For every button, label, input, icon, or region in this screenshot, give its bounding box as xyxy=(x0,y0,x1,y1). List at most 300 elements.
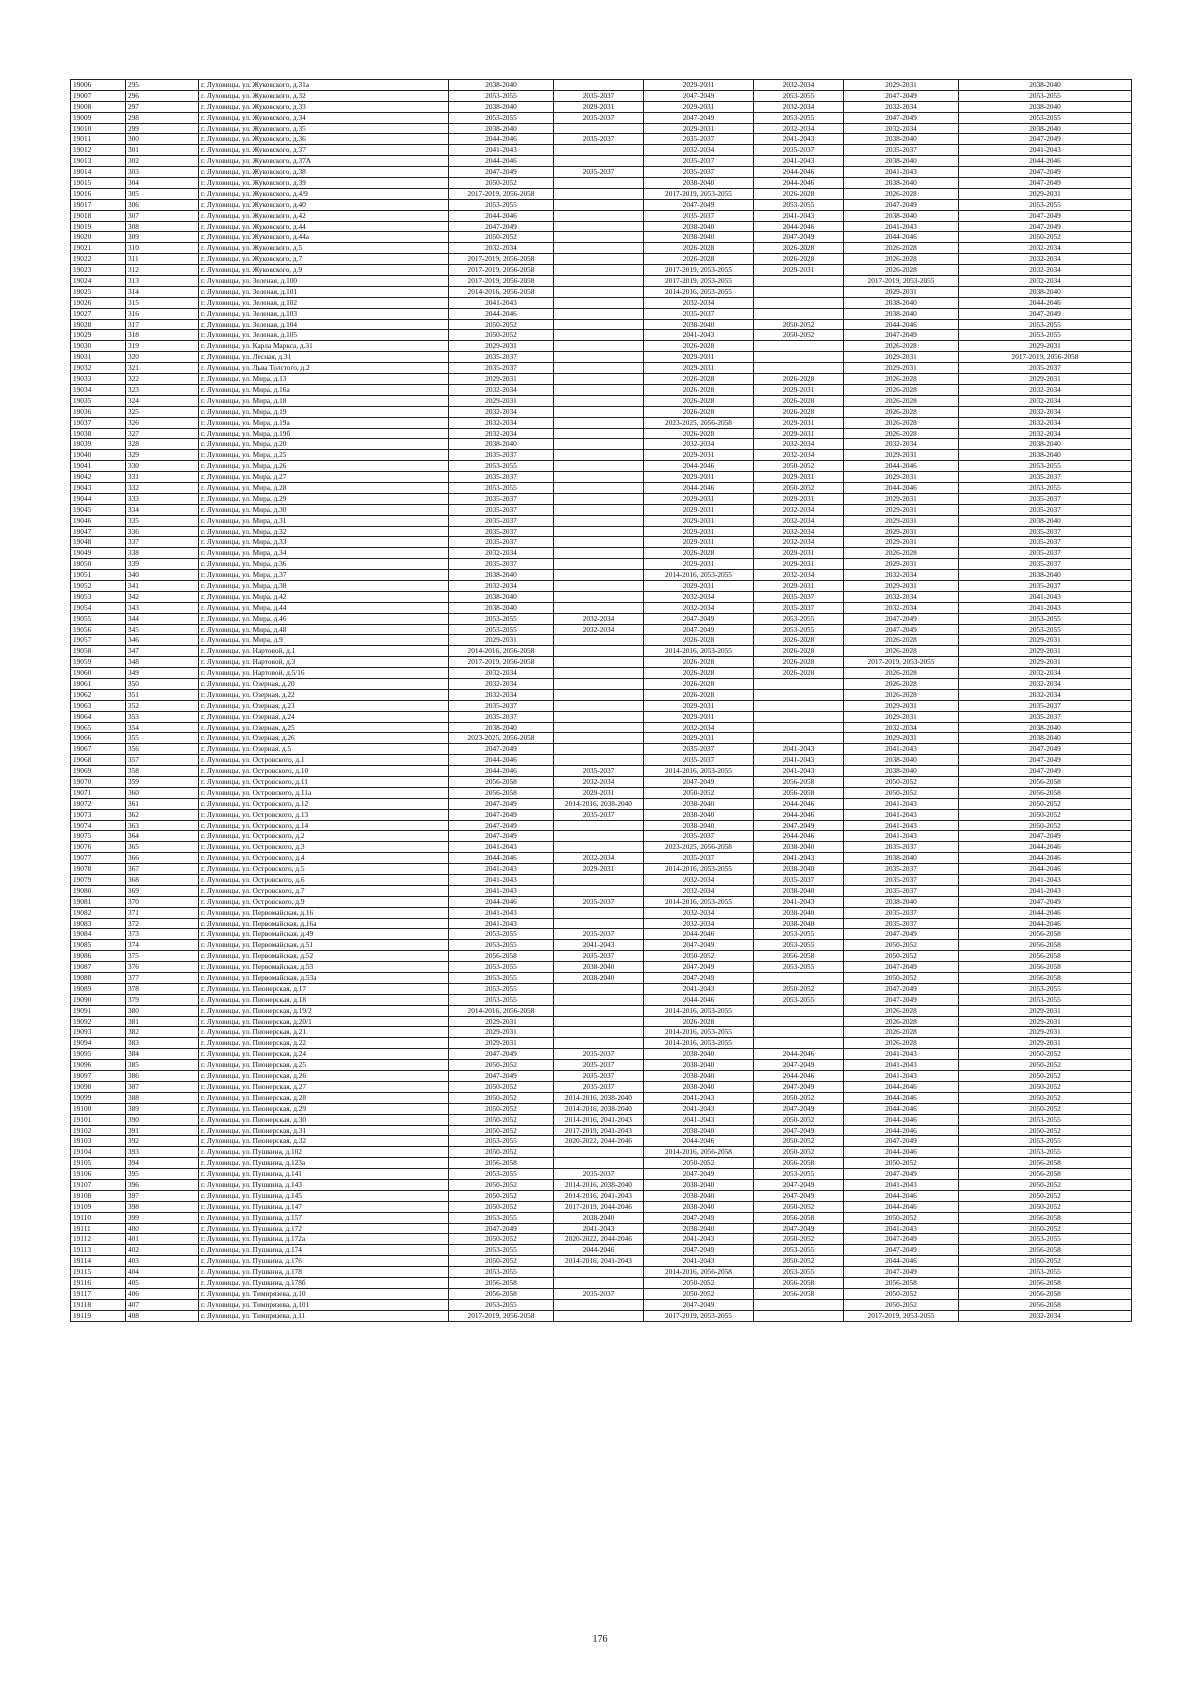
address-cell: г. Луховицы, ул. Мира, д.48 xyxy=(199,624,449,635)
period-2-cell xyxy=(554,635,644,646)
period-6-cell: 2056-2058 xyxy=(959,787,1132,798)
period-1-cell: 2044-2046 xyxy=(449,896,554,907)
period-4-cell: 2056-2058 xyxy=(754,951,844,962)
period-3-cell: 2026-2028 xyxy=(644,548,754,559)
period-1-cell: 2050-2052 xyxy=(449,1081,554,1092)
period-6-cell: 2053-2055 xyxy=(959,461,1132,472)
period-3-cell: 2041-2043 xyxy=(644,983,754,994)
record-id-cell: 19021 xyxy=(71,243,126,254)
period-2-cell xyxy=(554,374,644,385)
period-3-cell: 2044-2046 xyxy=(644,994,754,1005)
period-3-cell: 2038-2040 xyxy=(644,798,754,809)
period-1-cell: 2035-2037 xyxy=(449,711,554,722)
record-id-cell: 19039 xyxy=(71,439,126,450)
period-2-cell: 2038-2040 xyxy=(554,962,644,973)
period-2-cell xyxy=(554,755,644,766)
period-5-cell: 2026-2028 xyxy=(844,243,959,254)
address-cell: г. Луховицы, ул. Пионерская, д.24 xyxy=(199,1049,449,1060)
period-2-cell: 2035-2037 xyxy=(554,1169,644,1180)
period-4-cell: 2053-2055 xyxy=(754,1169,844,1180)
address-cell: г. Луховицы, ул. Пушкина, д.178 xyxy=(199,1267,449,1278)
period-2-cell xyxy=(554,352,644,363)
period-4-cell: 2026-2028 xyxy=(754,395,844,406)
period-4-cell: 2056-2058 xyxy=(754,787,844,798)
period-6-cell: 2038-2040 xyxy=(959,722,1132,733)
period-6-cell: 2053-2055 xyxy=(959,482,1132,493)
period-4-cell: 2053-2055 xyxy=(754,624,844,635)
period-6-cell: 2041-2043 xyxy=(959,885,1132,896)
record-id-cell: 19006 xyxy=(71,80,126,91)
record-id-cell: 19096 xyxy=(71,1060,126,1071)
period-5-cell: 2035-2037 xyxy=(844,907,959,918)
row-number-cell: 351 xyxy=(126,689,199,700)
record-id-cell: 19008 xyxy=(71,101,126,112)
period-2-cell: 2035-2037 xyxy=(554,1288,644,1299)
period-3-cell: 2050-2052 xyxy=(644,1277,754,1288)
period-2-cell: 2014-2016, 2041-2043 xyxy=(554,1190,644,1201)
period-5-cell: 2029-2031 xyxy=(844,700,959,711)
address-cell: г. Луховицы, ул. Зеленая, д.103 xyxy=(199,308,449,319)
period-3-cell: 2047-2049 xyxy=(644,1169,754,1180)
table-row xyxy=(71,831,1132,842)
period-1-cell: 2032-2034 xyxy=(449,689,554,700)
address-cell: г. Луховицы, ул. Нартовой, д.5/16 xyxy=(199,668,449,679)
row-number-cell: 319 xyxy=(126,341,199,352)
period-3-cell: 2029-2031 xyxy=(644,700,754,711)
period-4-cell: 2056-2058 xyxy=(754,1158,844,1169)
table-row xyxy=(71,907,1132,918)
row-number-cell: 370 xyxy=(126,896,199,907)
record-id-cell: 19098 xyxy=(71,1081,126,1092)
period-6-cell: 2056-2058 xyxy=(959,1245,1132,1256)
record-id-cell: 19078 xyxy=(71,864,126,875)
record-id-cell: 19113 xyxy=(71,1245,126,1256)
period-3-cell: 2041-2043 xyxy=(644,1234,754,1245)
period-2-cell xyxy=(554,450,644,461)
record-id-cell: 19013 xyxy=(71,156,126,167)
period-1-cell: 2041-2043 xyxy=(449,907,554,918)
period-3-cell: 2026-2028 xyxy=(644,635,754,646)
table-row xyxy=(71,1201,1132,1212)
row-number-cell: 305 xyxy=(126,188,199,199)
record-id-cell: 19116 xyxy=(71,1277,126,1288)
table-row xyxy=(71,787,1132,798)
period-5-cell: 2026-2028 xyxy=(844,188,959,199)
period-4-cell: 2053-2055 xyxy=(754,1245,844,1256)
period-2-cell xyxy=(554,559,644,570)
period-6-cell: 2053-2055 xyxy=(959,112,1132,123)
period-6-cell: 2050-2052 xyxy=(959,232,1132,243)
period-2-cell xyxy=(554,831,644,842)
period-3-cell: 2044-2046 xyxy=(644,482,754,493)
period-1-cell: 2053-2055 xyxy=(449,624,554,635)
period-5-cell: 2017-2019, 2053-2055 xyxy=(844,276,959,287)
period-5-cell: 2026-2028 xyxy=(844,678,959,689)
period-3-cell: 2050-2052 xyxy=(644,1158,754,1169)
period-2-cell xyxy=(554,1158,644,1169)
period-5-cell: 2026-2028 xyxy=(844,417,959,428)
address-cell: г. Луховицы, ул. Озерная, д.23 xyxy=(199,700,449,711)
period-3-cell: 2026-2028 xyxy=(644,243,754,254)
period-1-cell: 2047-2049 xyxy=(449,831,554,842)
record-id-cell: 19047 xyxy=(71,526,126,537)
row-number-cell: 379 xyxy=(126,994,199,1005)
period-1-cell: 2050-2052 xyxy=(449,1256,554,1267)
period-3-cell: 2047-2049 xyxy=(644,199,754,210)
table-row xyxy=(71,929,1132,940)
row-number-cell: 378 xyxy=(126,983,199,994)
period-6-cell: 2035-2037 xyxy=(959,548,1132,559)
period-1-cell: 2035-2037 xyxy=(449,472,554,483)
row-number-cell: 318 xyxy=(126,330,199,341)
period-6-cell: 2047-2049 xyxy=(959,308,1132,319)
period-4-cell: 2029-2031 xyxy=(754,472,844,483)
record-id-cell: 19017 xyxy=(71,199,126,210)
table-row xyxy=(71,254,1132,265)
period-5-cell: 2050-2052 xyxy=(844,1212,959,1223)
address-cell: г. Луховицы, ул. Пионерская, д.20/1 xyxy=(199,1016,449,1027)
period-6-cell: 2044-2046 xyxy=(959,907,1132,918)
address-cell: г. Луховицы, ул. Мира, д.33 xyxy=(199,537,449,548)
period-6-cell: 2053-2055 xyxy=(959,1234,1132,1245)
period-3-cell: 2026-2028 xyxy=(644,428,754,439)
record-id-cell: 19061 xyxy=(71,678,126,689)
period-1-cell: 2029-2031 xyxy=(449,341,554,352)
address-cell: г. Луховицы, ул. Жуковского, д.9 xyxy=(199,265,449,276)
period-6-cell: 2056-2058 xyxy=(959,1169,1132,1180)
record-id-cell: 19046 xyxy=(71,515,126,526)
row-number-cell: 376 xyxy=(126,962,199,973)
period-6-cell: 2056-2058 xyxy=(959,777,1132,788)
period-3-cell: 2032-2034 xyxy=(644,885,754,896)
period-4-cell: 2032-2034 xyxy=(754,80,844,91)
row-number-cell: 316 xyxy=(126,308,199,319)
period-1-cell: 2038-2040 xyxy=(449,602,554,613)
address-cell: г. Луховицы, ул. Пушкина, д.147 xyxy=(199,1201,449,1212)
period-1-cell: 2044-2046 xyxy=(449,853,554,864)
record-id-cell: 19014 xyxy=(71,167,126,178)
period-5-cell: 2044-2046 xyxy=(844,482,959,493)
period-5-cell: 2026-2028 xyxy=(844,668,959,679)
address-cell: г. Луховицы, ул. Пионерская, д.27 xyxy=(199,1081,449,1092)
period-5-cell: 2026-2028 xyxy=(844,1005,959,1016)
row-number-cell: 317 xyxy=(126,319,199,330)
record-id-cell: 19067 xyxy=(71,744,126,755)
period-6-cell: 2041-2043 xyxy=(959,145,1132,156)
address-cell: г. Луховицы, ул. Мира, д.16а xyxy=(199,384,449,395)
period-4-cell: 2029-2031 xyxy=(754,493,844,504)
address-cell: г. Луховицы, ул. Островского, д.11а xyxy=(199,787,449,798)
row-number-cell: 401 xyxy=(126,1234,199,1245)
period-1-cell: 2014-2016, 2056-2058 xyxy=(449,286,554,297)
period-1-cell: 2041-2043 xyxy=(449,885,554,896)
address-cell: г. Луховицы, ул. Первомайская, д.53 xyxy=(199,962,449,973)
address-cell: г. Луховицы, ул. Пушкина, д.157 xyxy=(199,1212,449,1223)
period-4-cell xyxy=(754,733,844,744)
period-6-cell: 2032-2034 xyxy=(959,406,1132,417)
period-4-cell: 2029-2031 xyxy=(754,428,844,439)
period-5-cell: 2044-2046 xyxy=(844,1081,959,1092)
period-5-cell: 2041-2043 xyxy=(844,1060,959,1071)
period-6-cell: 2044-2046 xyxy=(959,297,1132,308)
period-3-cell: 2017-2019, 2053-2055 xyxy=(644,1310,754,1321)
table-row xyxy=(71,1234,1132,1245)
table-row xyxy=(71,570,1132,581)
period-2-cell xyxy=(554,439,644,450)
period-2-cell xyxy=(554,319,644,330)
record-id-cell: 19033 xyxy=(71,374,126,385)
period-4-cell: 2050-2052 xyxy=(754,1147,844,1158)
row-number-cell: 337 xyxy=(126,537,199,548)
table-row xyxy=(71,286,1132,297)
address-cell: г. Луховицы, ул. Мира, д.42 xyxy=(199,591,449,602)
address-cell: г. Луховицы, ул. Островского, д.5 xyxy=(199,864,449,875)
period-6-cell: 2041-2043 xyxy=(959,875,1132,886)
period-1-cell: 2041-2043 xyxy=(449,842,554,853)
period-1-cell: 2038-2040 xyxy=(449,591,554,602)
period-4-cell: 2044-2046 xyxy=(754,1071,844,1082)
row-number-cell: 311 xyxy=(126,254,199,265)
period-6-cell: 2044-2046 xyxy=(959,156,1132,167)
record-id-cell: 19115 xyxy=(71,1267,126,1278)
period-5-cell: 2044-2046 xyxy=(844,232,959,243)
table-row xyxy=(71,755,1132,766)
period-5-cell: 2032-2034 xyxy=(844,101,959,112)
period-4-cell: 2056-2058 xyxy=(754,1288,844,1299)
period-5-cell: 2035-2037 xyxy=(844,145,959,156)
period-6-cell: 2047-2049 xyxy=(959,167,1132,178)
row-number-cell: 299 xyxy=(126,123,199,134)
record-id-cell: 19057 xyxy=(71,635,126,646)
period-4-cell: 2035-2037 xyxy=(754,875,844,886)
period-2-cell xyxy=(554,145,644,156)
period-2-cell xyxy=(554,591,644,602)
row-number-cell: 368 xyxy=(126,875,199,886)
period-5-cell: 2050-2052 xyxy=(844,1288,959,1299)
address-cell: г. Луховицы, ул. Карла Маркса, д.31 xyxy=(199,341,449,352)
table-row xyxy=(71,90,1132,101)
record-id-cell: 19106 xyxy=(71,1169,126,1180)
table-row xyxy=(71,439,1132,450)
period-2-cell: 2014-2016, 2038-2040 xyxy=(554,1092,644,1103)
period-5-cell: 2050-2052 xyxy=(844,787,959,798)
period-3-cell: 2041-2043 xyxy=(644,330,754,341)
record-id-cell: 19063 xyxy=(71,700,126,711)
row-number-cell: 315 xyxy=(126,297,199,308)
period-3-cell: 2038-2040 xyxy=(644,232,754,243)
address-cell: г. Луховицы, ул. Мира, д.26 xyxy=(199,461,449,472)
period-5-cell: 2041-2043 xyxy=(844,831,959,842)
period-3-cell: 2026-2028 xyxy=(644,657,754,668)
row-number-cell: 334 xyxy=(126,504,199,515)
period-2-cell: 2041-2043 xyxy=(554,940,644,951)
period-4-cell: 2050-2052 xyxy=(754,1136,844,1147)
period-2-cell: 2035-2037 xyxy=(554,951,644,962)
period-2-cell xyxy=(554,570,644,581)
address-cell: г. Луховицы, ул. Жуковского, д.39 xyxy=(199,178,449,189)
period-5-cell: 2041-2043 xyxy=(844,744,959,755)
period-6-cell: 2032-2034 xyxy=(959,417,1132,428)
address-cell: г. Луховицы, ул. Пушкина, д.143 xyxy=(199,1179,449,1190)
record-id-cell: 19009 xyxy=(71,112,126,123)
period-4-cell xyxy=(754,308,844,319)
period-2-cell xyxy=(554,744,644,755)
period-5-cell: 2035-2037 xyxy=(844,875,959,886)
period-5-cell: 2047-2049 xyxy=(844,962,959,973)
row-number-cell: 352 xyxy=(126,700,199,711)
table-row xyxy=(71,417,1132,428)
period-4-cell: 2041-2043 xyxy=(754,210,844,221)
row-number-cell: 358 xyxy=(126,766,199,777)
period-6-cell: 2029-2031 xyxy=(959,646,1132,657)
period-4-cell: 2041-2043 xyxy=(754,755,844,766)
period-3-cell: 2026-2028 xyxy=(644,395,754,406)
period-1-cell: 2029-2031 xyxy=(449,395,554,406)
period-5-cell: 2026-2028 xyxy=(844,1027,959,1038)
table-row xyxy=(71,733,1132,744)
record-id-cell: 19071 xyxy=(71,787,126,798)
row-number-cell: 295 xyxy=(126,80,199,91)
period-3-cell: 2050-2052 xyxy=(644,1288,754,1299)
row-number-cell: 385 xyxy=(126,1060,199,1071)
record-id-cell: 19051 xyxy=(71,570,126,581)
record-id-cell: 19023 xyxy=(71,265,126,276)
address-cell: г. Луховицы, ул. Островского, д.3 xyxy=(199,842,449,853)
table-row xyxy=(71,526,1132,537)
address-cell: г. Луховицы, ул. Пионерская, д.22 xyxy=(199,1038,449,1049)
table-row xyxy=(71,384,1132,395)
period-3-cell: 2029-2031 xyxy=(644,580,754,591)
period-1-cell: 2038-2040 xyxy=(449,101,554,112)
record-id-cell: 19114 xyxy=(71,1256,126,1267)
period-2-cell: 2020-2022, 2044-2046 xyxy=(554,1136,644,1147)
address-cell: г. Луховицы, ул. Мира, д.46 xyxy=(199,613,449,624)
period-1-cell: 2047-2049 xyxy=(449,744,554,755)
period-1-cell: 2038-2040 xyxy=(449,722,554,733)
address-cell: г. Луховицы, ул. Зеленая, д.104 xyxy=(199,319,449,330)
period-5-cell: 2041-2043 xyxy=(844,798,959,809)
period-1-cell: 2050-2052 xyxy=(449,1190,554,1201)
period-3-cell: 2041-2043 xyxy=(644,1092,754,1103)
period-2-cell xyxy=(554,395,644,406)
period-2-cell xyxy=(554,384,644,395)
table-row xyxy=(71,1103,1132,1114)
record-id-cell: 19032 xyxy=(71,363,126,374)
table-row xyxy=(71,657,1132,668)
table-row xyxy=(71,864,1132,875)
period-2-cell xyxy=(554,1310,644,1321)
period-3-cell: 2026-2028 xyxy=(644,406,754,417)
row-number-cell: 363 xyxy=(126,820,199,831)
period-6-cell: 2044-2046 xyxy=(959,864,1132,875)
period-4-cell xyxy=(754,1005,844,1016)
row-number-cell: 327 xyxy=(126,428,199,439)
row-number-cell: 371 xyxy=(126,907,199,918)
period-4-cell xyxy=(754,973,844,984)
record-id-cell: 19055 xyxy=(71,613,126,624)
row-number-cell: 384 xyxy=(126,1049,199,1060)
period-2-cell xyxy=(554,875,644,886)
period-1-cell: 2038-2040 xyxy=(449,439,554,450)
period-6-cell: 2032-2034 xyxy=(959,243,1132,254)
period-6-cell: 2029-2031 xyxy=(959,1016,1132,1027)
period-5-cell: 2017-2019, 2053-2055 xyxy=(844,1310,959,1321)
period-6-cell: 2032-2034 xyxy=(959,1310,1132,1321)
period-4-cell xyxy=(754,700,844,711)
period-1-cell: 2038-2040 xyxy=(449,123,554,134)
row-number-cell: 344 xyxy=(126,613,199,624)
period-4-cell xyxy=(754,689,844,700)
table-row xyxy=(71,504,1132,515)
period-6-cell: 2047-2049 xyxy=(959,755,1132,766)
table-row xyxy=(71,1223,1132,1234)
period-5-cell: 2029-2031 xyxy=(844,537,959,548)
period-2-cell xyxy=(554,297,644,308)
period-5-cell: 2050-2052 xyxy=(844,951,959,962)
period-3-cell: 2026-2028 xyxy=(644,668,754,679)
period-2-cell xyxy=(554,504,644,515)
period-1-cell: 2053-2055 xyxy=(449,461,554,472)
table-row xyxy=(71,1016,1132,1027)
address-cell: г. Луховицы, ул. Островского, д.1 xyxy=(199,755,449,766)
record-id-cell: 19064 xyxy=(71,711,126,722)
period-3-cell: 2026-2028 xyxy=(644,678,754,689)
period-1-cell: 2053-2055 xyxy=(449,1136,554,1147)
address-cell: г. Луховицы, ул. Пушкина, д.178б xyxy=(199,1277,449,1288)
period-4-cell: 2053-2055 xyxy=(754,613,844,624)
period-4-cell: 2047-2049 xyxy=(754,1223,844,1234)
period-2-cell: 2041-2043 xyxy=(554,1223,644,1234)
period-1-cell: 2035-2037 xyxy=(449,363,554,374)
period-5-cell: 2047-2049 xyxy=(844,613,959,624)
period-4-cell: 2047-2049 xyxy=(754,232,844,243)
record-id-cell: 19069 xyxy=(71,766,126,777)
table-row xyxy=(71,428,1132,439)
period-2-cell xyxy=(554,308,644,319)
period-4-cell: 2041-2043 xyxy=(754,896,844,907)
period-6-cell: 2029-2031 xyxy=(959,188,1132,199)
period-6-cell: 2056-2058 xyxy=(959,1299,1132,1310)
period-2-cell xyxy=(554,156,644,167)
address-cell: г. Луховицы, ул. Пушкина, д.176 xyxy=(199,1256,449,1267)
period-4-cell xyxy=(754,1310,844,1321)
address-cell: г. Луховицы, ул. Жуковского, д.35 xyxy=(199,123,449,134)
row-number-cell: 362 xyxy=(126,809,199,820)
period-5-cell: 2029-2031 xyxy=(844,450,959,461)
table-row xyxy=(71,1256,1132,1267)
address-cell: г. Луховицы, ул. Первомайская, д.51 xyxy=(199,940,449,951)
address-cell: г. Луховицы, ул. Пионерская, д.29 xyxy=(199,1103,449,1114)
row-number-cell: 408 xyxy=(126,1310,199,1321)
period-1-cell: 2044-2046 xyxy=(449,308,554,319)
row-number-cell: 338 xyxy=(126,548,199,559)
period-1-cell: 2053-2055 xyxy=(449,940,554,951)
period-3-cell: 2047-2049 xyxy=(644,962,754,973)
period-6-cell: 2041-2043 xyxy=(959,591,1132,602)
period-6-cell: 2056-2058 xyxy=(959,929,1132,940)
period-3-cell: 2041-2043 xyxy=(644,1103,754,1114)
period-3-cell: 2026-2028 xyxy=(644,254,754,265)
period-4-cell: 2035-2037 xyxy=(754,591,844,602)
period-2-cell: 2029-2031 xyxy=(554,101,644,112)
period-2-cell xyxy=(554,678,644,689)
period-5-cell: 2038-2040 xyxy=(844,755,959,766)
period-1-cell: 2053-2055 xyxy=(449,482,554,493)
period-4-cell: 2032-2034 xyxy=(754,526,844,537)
period-1-cell: 2044-2046 xyxy=(449,766,554,777)
period-3-cell: 2032-2034 xyxy=(644,145,754,156)
period-4-cell xyxy=(754,678,844,689)
